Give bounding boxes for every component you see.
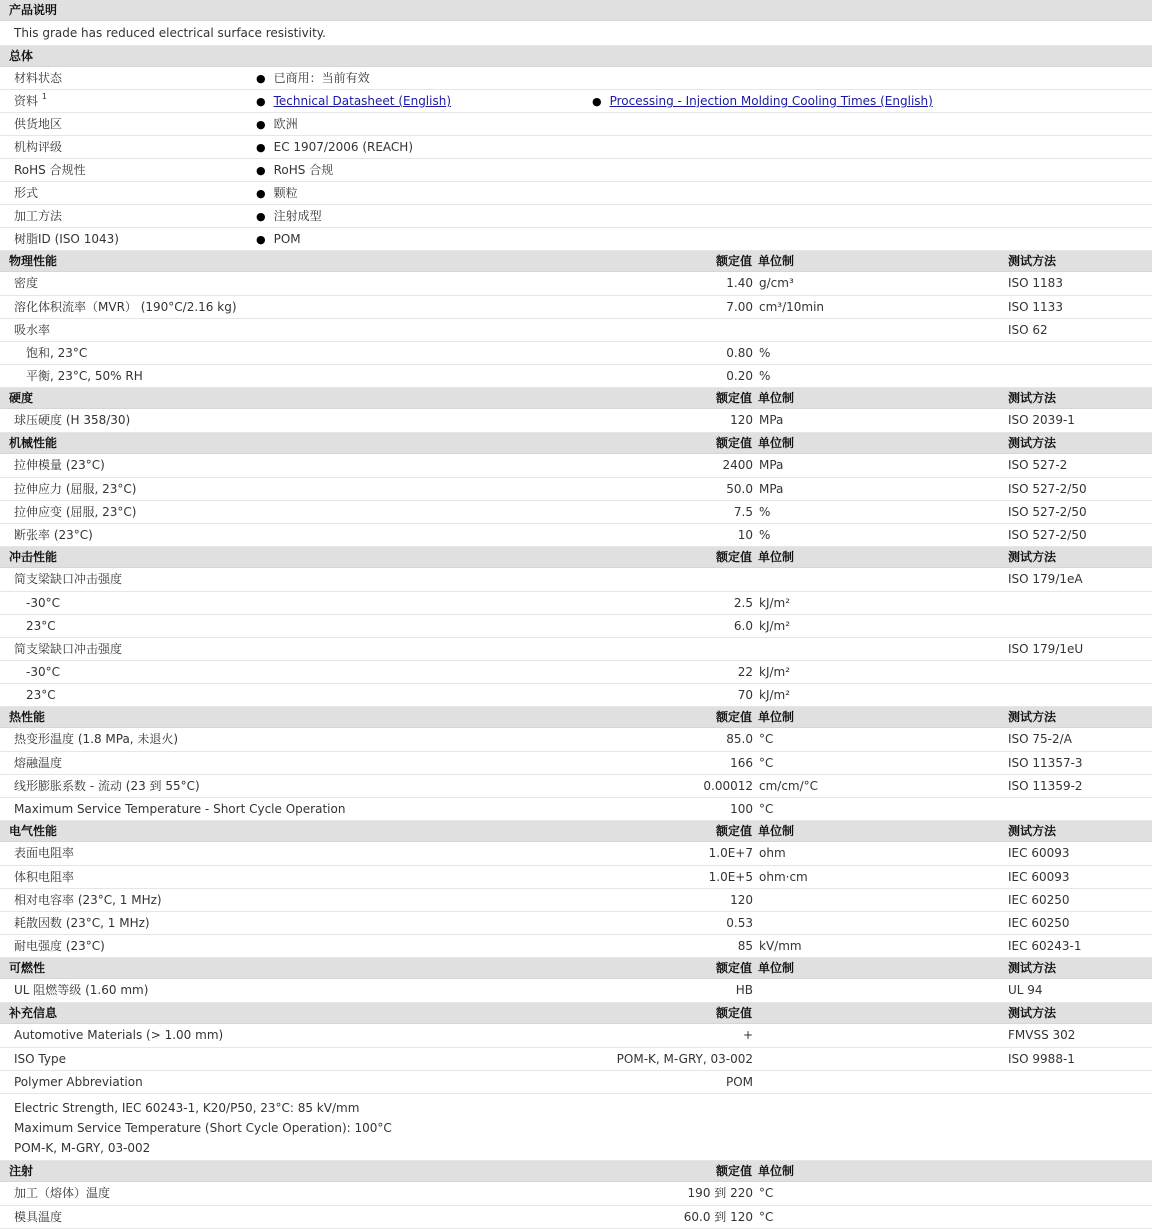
property-unit: cm³/10min (759, 300, 825, 314)
injection-row (0, 1182, 1152, 1206)
impact-row (0, 661, 1152, 684)
electrical-row (0, 866, 1152, 889)
column-header-unit: 单位制 (758, 550, 795, 564)
processing-cooling-times-link[interactable]: Processing - Injection Molding Cooling Times (English) (609, 94, 933, 108)
electrical-row (0, 912, 1152, 935)
property-unit: MPa (759, 413, 784, 427)
section-header-impact (0, 547, 1152, 568)
test-method: ISO 75-2/A (1008, 732, 1072, 746)
column-header-unit: 单位制 (758, 710, 795, 724)
property-name: 耗散因数 (23°C, 1 MHz) (14, 916, 150, 930)
column-header-unit: 单位制 (758, 824, 795, 838)
row-value (256, 90, 451, 113)
property-unit: kV/mm (759, 939, 802, 953)
property-name: ISO Type (14, 1052, 66, 1066)
property-name: 耐电强度 (23°C) (14, 939, 105, 953)
property-unit: cm/cm/°C (759, 779, 819, 793)
property-unit: kJ/m² (759, 688, 791, 702)
property-value: + (742, 1028, 753, 1042)
property-name: 拉伸应力 (屈服, 23°C) (14, 482, 137, 496)
column-header-nominal: 额定值 (715, 1164, 752, 1178)
column-header-nominal: 额定值 (715, 436, 752, 450)
property-value: 60.0 到 120 (683, 1210, 753, 1224)
test-method: IEC 60250 (1008, 916, 1070, 930)
property-name: 溶化体积流率（MVR） (190°C/2.16 kg) (14, 300, 237, 314)
property-value: 1.40 (726, 276, 753, 290)
description-text: This grade has reduced electrical surface resistivity. (14, 26, 326, 40)
column-header-test: 测试方法 (1008, 436, 1057, 450)
property-value: 70 (737, 688, 753, 702)
general-row-process (0, 205, 1152, 228)
column-header-nominal: 额定值 (715, 1006, 752, 1020)
test-method: FMVSS 302 (1008, 1028, 1076, 1042)
property-name: 热变形温度 (1.8 MPa, 未退火) (14, 732, 179, 746)
row-label: 机构评级 (14, 140, 63, 154)
general-row-region (0, 113, 1152, 136)
property-unit: MPa (759, 482, 784, 496)
property-name: 23°C (26, 619, 56, 633)
property-name: UL 阻燃等级 (1.60 mm) (14, 983, 149, 997)
property-value: 0.20 (726, 369, 753, 383)
section-header-flammability (0, 958, 1152, 979)
property-value: 190 到 220 (687, 1186, 753, 1200)
property-unit: g/cm³ (759, 276, 794, 290)
test-method: ISO 527-2 (1008, 458, 1068, 472)
bullet-icon: ● (256, 233, 266, 246)
column-header-unit: 单位制 (758, 961, 795, 975)
mechanical-row (0, 501, 1152, 524)
row-label: RoHS 合规性 (14, 163, 86, 177)
section-header-electrical (0, 821, 1152, 842)
property-value: 1.0E+5 (708, 870, 753, 884)
thermal-row (0, 798, 1152, 821)
bullet-icon: ● (256, 210, 266, 223)
test-method: IEC 60250 (1008, 893, 1070, 907)
property-unit: °C (759, 802, 774, 816)
test-method: ISO 11357-3 (1008, 756, 1083, 770)
physical-row (0, 319, 1152, 342)
section-header-physical (0, 251, 1152, 272)
property-name: Maximum Service Temperature - Short Cycle Operation (14, 802, 346, 816)
property-value: 85 (737, 939, 753, 953)
property-unit: kJ/m² (759, 665, 791, 679)
column-header-unit: 单位制 (758, 1164, 795, 1178)
test-method: ISO 179/1eU (1008, 642, 1084, 656)
physical-row (0, 342, 1152, 365)
property-sections (0, 251, 1152, 1229)
column-header-nominal: 额定值 (715, 391, 752, 405)
general-row-documents (0, 90, 1152, 113)
test-method: IEC 60093 (1008, 870, 1070, 884)
thermal-row (0, 728, 1152, 752)
bullet-icon: ● (256, 141, 266, 154)
section-title: 物理性能 (9, 254, 58, 268)
product-description (0, 21, 1152, 46)
column-header-test: 测试方法 (1008, 961, 1057, 975)
property-unit: °C (759, 1186, 774, 1200)
property-unit: °C (759, 756, 774, 770)
row-value: ● 欧洲 (256, 117, 298, 131)
property-unit: kJ/m² (759, 619, 791, 633)
property-unit: °C (759, 1210, 774, 1224)
supplementary-notes (0, 1094, 1152, 1161)
property-name: 拉伸模量 (23°C) (14, 458, 105, 472)
row-value: ● 颗粒 (256, 186, 298, 200)
property-value: 2400 (722, 458, 753, 472)
test-method: ISO 11359-2 (1008, 779, 1083, 793)
row-value: ● 已商用：当前有效 (256, 71, 370, 85)
property-value: 7.00 (726, 300, 753, 314)
property-unit: ohm (759, 846, 786, 860)
general-row-rohs (0, 159, 1152, 182)
row-label: 资料 $^1$ (14, 92, 47, 108)
electrical-row (0, 842, 1152, 866)
section-title: 电气性能 (9, 824, 58, 838)
property-value: 10 (737, 528, 753, 542)
property-value: 0.80 (726, 346, 753, 360)
column-header-nominal: 额定值 (715, 961, 752, 975)
test-method: ISO 62 (1008, 323, 1048, 337)
property-value: 85.0 (726, 732, 753, 746)
property-value: 50.0 (726, 482, 753, 496)
thermal-row (0, 775, 1152, 798)
test-method: IEC 60093 (1008, 846, 1070, 860)
property-name: 体积电阻率 (14, 870, 75, 884)
property-value: 120 (730, 893, 753, 907)
row-label: 材料状态 (14, 71, 63, 85)
bullet-icon: ● (256, 118, 266, 131)
property-unit: °C (759, 732, 774, 746)
supplementary-row (0, 1071, 1152, 1094)
property-name: 平衡, 23°C, 50% RH (26, 369, 143, 383)
property-name: 熔融温度 (14, 756, 63, 770)
bullet-icon: ● (256, 187, 266, 200)
impact-row (0, 615, 1152, 638)
property-unit: % (759, 346, 771, 360)
section-title: 可燃性 (9, 961, 46, 975)
property-value: 7.5 (733, 505, 753, 519)
property-unit: MPa (759, 458, 784, 472)
general-row-resin-id (0, 228, 1152, 251)
property-value: POM (725, 1075, 753, 1089)
thermal-row (0, 752, 1152, 775)
property-value: 0.53 (726, 916, 753, 930)
property-value: 0.00012 (703, 779, 753, 793)
section-header-mechanical (0, 433, 1152, 454)
test-method: UL 94 (1008, 983, 1043, 997)
section-title: 补充信息 (9, 1006, 58, 1020)
electrical-row (0, 935, 1152, 958)
section-header-supplementary (0, 1003, 1152, 1024)
column-header-unit: 单位制 (758, 391, 795, 405)
impact-row (0, 568, 1152, 592)
hardness-row (0, 409, 1152, 433)
column-header-test: 测试方法 (1008, 391, 1057, 405)
note-line: Electric Strength, IEC 60243-1, K20/P50, 23°C: 85 kV/mm (14, 1101, 360, 1115)
section-title: 机械性能 (9, 436, 58, 450)
property-name: 线形膨胀系数 - 流动 (23 到 55°C) (14, 779, 200, 793)
property-value: 22 (737, 665, 753, 679)
property-name: 吸水率 (14, 323, 51, 337)
section-title: 产品说明 (9, 3, 58, 17)
footnote-marker: 1 (41, 92, 47, 101)
row-label: 供货地区 (14, 117, 63, 131)
property-name: -30°C (26, 596, 60, 610)
supplementary-row (0, 1048, 1152, 1071)
property-name: 模具温度 (14, 1210, 63, 1224)
section-header-general (0, 46, 1152, 67)
column-header-nominal: 额定值 (715, 824, 752, 838)
property-value: 120 (730, 413, 753, 427)
section-title: 总体 (9, 49, 34, 63)
flammability-row (0, 979, 1152, 1003)
bullet-icon: ● (592, 95, 602, 108)
property-name: 密度 (14, 276, 39, 290)
column-header-test: 测试方法 (1008, 824, 1057, 838)
general-row-status (0, 67, 1152, 90)
property-value: 6.0 (733, 619, 753, 633)
property-unit: % (759, 528, 771, 542)
physical-row (0, 365, 1152, 388)
property-unit: % (759, 369, 771, 383)
bullet-icon: ● (256, 95, 266, 108)
injection-row (0, 1206, 1152, 1229)
mechanical-row (0, 524, 1152, 547)
section-header-thermal (0, 707, 1152, 728)
property-name: 拉伸应变 (屈服, 23°C) (14, 505, 137, 519)
row-label: 树脂ID (ISO 1043) (14, 232, 119, 246)
technical-datasheet-link[interactable]: Technical Datasheet (English) (273, 94, 452, 108)
property-value: 166 (730, 756, 753, 770)
supplementary-row (0, 1024, 1152, 1048)
section-title: 注射 (9, 1164, 34, 1178)
property-name: 饱和, 23°C (26, 346, 88, 360)
property-value: POM-K, M-GRY, 03-002 (616, 1052, 753, 1066)
impact-row (0, 684, 1152, 707)
column-header-nominal: 额定值 (715, 710, 752, 724)
test-method: ISO 2039-1 (1008, 413, 1075, 427)
row-value: ● EC 1907/2006 (REACH) (256, 140, 414, 154)
physical-row (0, 272, 1152, 296)
property-unit: ohm·cm (759, 870, 808, 884)
test-method: ISO 1183 (1008, 276, 1063, 290)
note-line: Maximum Service Temperature (Short Cycle Operation): 100°C (14, 1121, 392, 1135)
property-name: 加工（熔体）温度 (14, 1186, 111, 1200)
physical-row (0, 296, 1152, 319)
row-value: ● RoHS 合规 (256, 163, 334, 177)
test-method: ISO 1133 (1008, 300, 1063, 314)
property-name: 球压硬度 (H 358/30) (14, 413, 131, 427)
row-value-2 (592, 90, 933, 113)
section-title: 热性能 (9, 710, 46, 724)
section-header-injection (0, 1161, 1152, 1182)
property-name: 简支梁缺口冲击强度 (14, 572, 123, 586)
test-method: ISO 179/1eA (1008, 572, 1083, 586)
column-header-test: 测试方法 (1008, 254, 1057, 268)
general-row-form (0, 182, 1152, 205)
column-header-test: 测试方法 (1008, 550, 1057, 564)
test-method: ISO 527-2/50 (1008, 505, 1087, 519)
section-header-description (0, 0, 1152, 21)
property-name: -30°C (26, 665, 60, 679)
bullet-icon: ● (256, 164, 266, 177)
row-value: ● POM (256, 232, 301, 246)
property-value: 2.5 (733, 596, 753, 610)
mechanical-row (0, 454, 1152, 478)
test-method: ISO 9988-1 (1008, 1052, 1075, 1066)
column-header-test: 测试方法 (1008, 710, 1057, 724)
property-name: 断张率 (23°C) (14, 528, 93, 542)
property-value: 1.0E+7 (708, 846, 753, 860)
property-name: 23°C (26, 688, 56, 702)
test-method: ISO 527-2/50 (1008, 482, 1087, 496)
row-value: ● 注射成型 (256, 209, 322, 223)
general-row-agency (0, 136, 1152, 159)
property-name: 相对电容率 (23°C, 1 MHz) (14, 893, 162, 907)
property-value: HB (735, 983, 753, 997)
note-line: POM-K, M-GRY, 03-002 (14, 1141, 151, 1155)
property-unit: % (759, 505, 771, 519)
section-header-hardness (0, 388, 1152, 409)
mechanical-row (0, 478, 1152, 501)
section-title: 硬度 (9, 391, 34, 405)
property-name: 表面电阻率 (14, 846, 75, 860)
column-header-unit: 单位制 (758, 254, 795, 268)
column-header-nominal: 额定值 (715, 550, 752, 564)
column-header-test: 测试方法 (1008, 1006, 1057, 1020)
property-value: 100 (730, 802, 753, 816)
property-name: 简支梁缺口冲击强度 (14, 642, 123, 656)
electrical-row (0, 889, 1152, 912)
property-unit: kJ/m² (759, 596, 791, 610)
row-label: 加工方法 (14, 209, 63, 223)
property-name: Polymer Abbreviation (14, 1075, 143, 1089)
column-header-nominal: 额定值 (715, 254, 752, 268)
section-title: 冲击性能 (9, 550, 58, 564)
property-name: Automotive Materials (> 1.00 mm) (14, 1028, 224, 1042)
bullet-icon: ● (256, 72, 266, 85)
test-method: ISO 527-2/50 (1008, 528, 1087, 542)
column-header-unit: 单位制 (758, 436, 795, 450)
row-label: 形式 (14, 186, 39, 200)
impact-row (0, 592, 1152, 615)
test-method: IEC 60243-1 (1008, 939, 1082, 953)
impact-row (0, 638, 1152, 661)
